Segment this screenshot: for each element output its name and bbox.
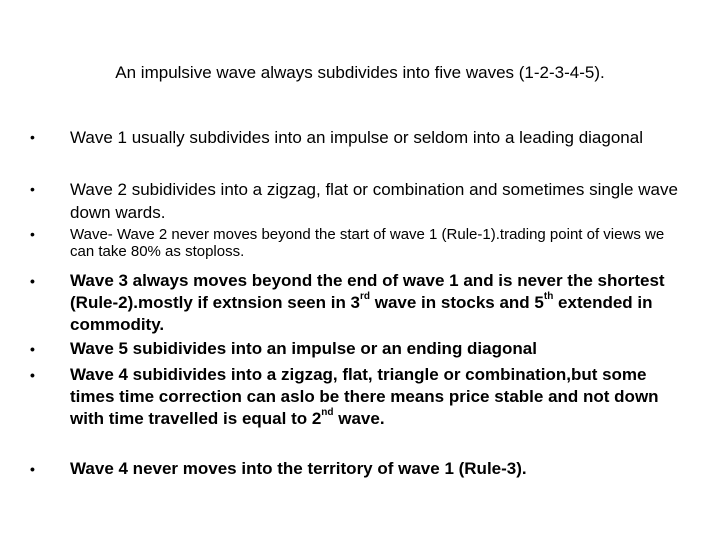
bullet-text: Wave- Wave 2 never moves beyond the start of wave 1 (Rule-1).trading point of views we can take 80% as stoploss. xyxy=(70,226,665,260)
slide-title: An impulsive wave always subdivides into five waves (1-2-3-4-5). xyxy=(115,63,605,82)
bullet-text: Wave 5 subidivides into an impulse or an ending diagonal xyxy=(70,339,537,358)
bullet-dot-icon: • xyxy=(30,181,35,197)
bullet-dot-icon: • xyxy=(30,129,35,145)
bullet-dot-icon: • xyxy=(30,273,35,289)
bullet-text: Wave 1 usually subdivides into an impulse or seldom into a leading diagonal xyxy=(70,128,643,147)
bullet-dot-icon: • xyxy=(30,341,35,357)
bullet-text: Wave 4 subidivides into a zigzag, flat, triangle or combination,but some times time correction can aslo be there means price stable and not down with time travelled is equal to 2nd wave. xyxy=(70,365,659,428)
bullet-dot-icon: • xyxy=(30,367,35,383)
bullet-dot-icon: • xyxy=(30,461,35,477)
bullet-dot-icon: • xyxy=(30,226,35,242)
bullet-text: Wave 2 subidivides into a zigzag, flat or combination and sometimes single wave down wards. xyxy=(70,180,678,222)
bullet-text: Wave 3 always moves beyond the end of wave 1 and is never the shortest (Rule-2).mostly if extnsion seen in 3rd wave in stocks and 5th extended in commodity. xyxy=(70,271,665,334)
bullet-text: Wave 4 never moves into the territory of wave 1 (Rule-3). xyxy=(70,459,527,478)
